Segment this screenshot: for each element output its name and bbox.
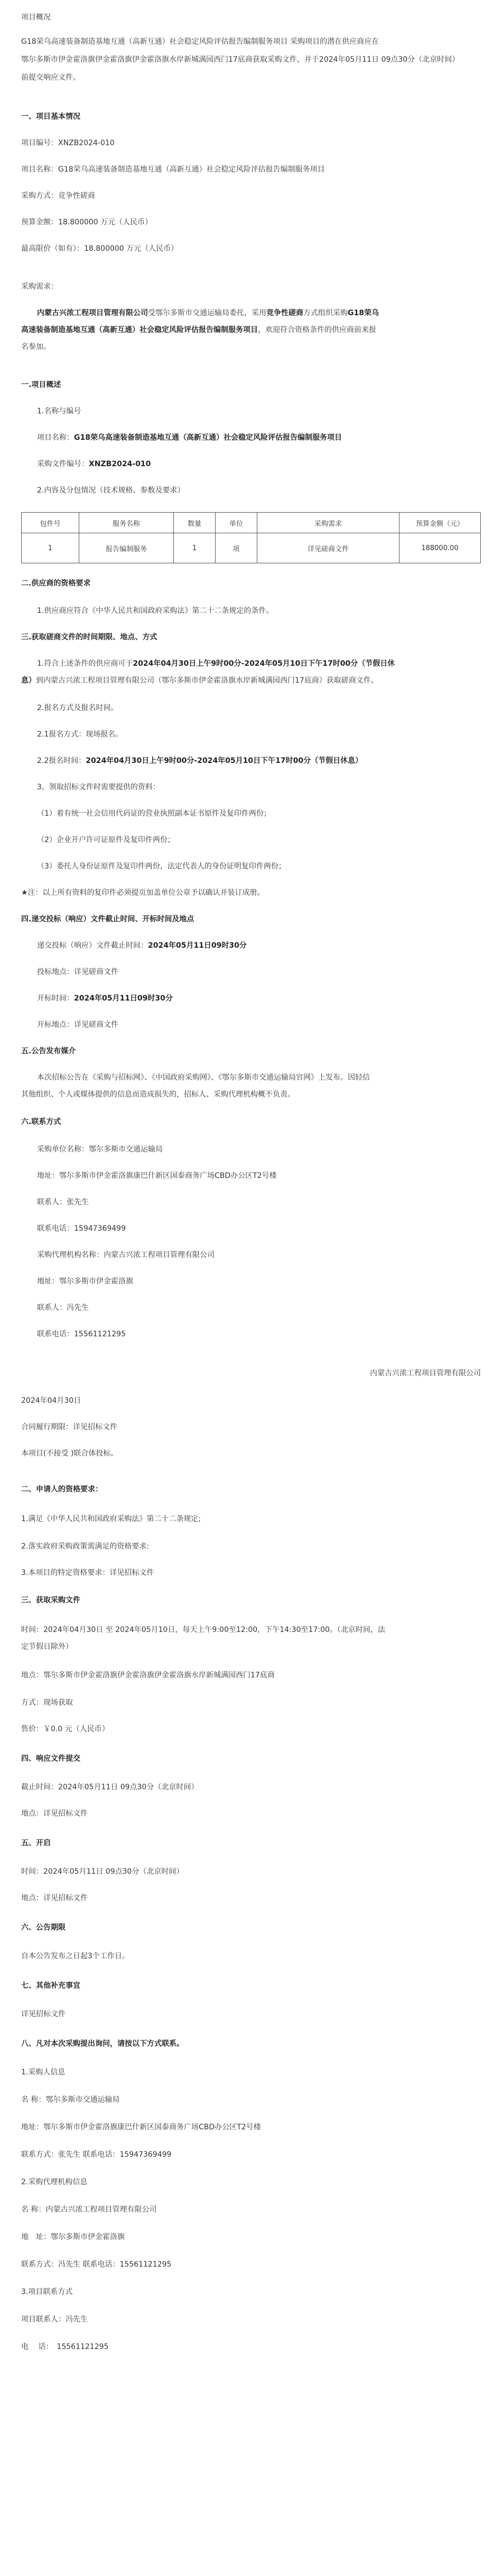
opening-time-2: 时间：2024年05月11日 09点30分（北京时间） xyxy=(21,1867,184,1876)
submission-place: 投标地点：详见磋商文件 xyxy=(37,968,118,976)
purchaser-info-name: 名 称：鄂尔多斯市交通运输局 xyxy=(21,2096,120,2104)
intro-line-2: 高速装备制造基地互通（高新互通）社会稳定风险评估报告编制服务项目，欢迎符合资格条件的供应商前来报 xyxy=(21,326,376,334)
notice-period-text: 自本公告发布之日起3个工作日。 xyxy=(21,1952,129,1960)
package-table xyxy=(21,512,481,563)
purchaser-info-address: 地址：鄂尔多斯市伊金霍洛旗康巴什新区国泰商务广场CBD办公区T2号楼 xyxy=(21,2123,261,2131)
notice-period-heading: 六、公告期限 xyxy=(21,1923,66,1932)
table-row xyxy=(22,533,481,563)
agent-address: 地址：鄂尔多斯市伊金霍洛旗 xyxy=(37,1277,133,1286)
consortium-note: 本项目(不接受 )联合体投标。 xyxy=(21,1449,118,1458)
purchaser-contact: 联系人：张先生 xyxy=(37,1198,89,1206)
signature-company: 内蒙古兴浓工程项目管理有限公司 xyxy=(370,1369,481,1377)
applicant-qualification-2: 2.落实政府采购政策需满足的资格要求: xyxy=(21,1542,150,1551)
other-matters-text: 详见招标文件 xyxy=(21,2010,66,2018)
overview-label: 项目概况 xyxy=(21,13,51,22)
intro-line-3: 名参加。 xyxy=(21,343,51,351)
materials-note: ★注：以上所有资料的复印件必须提页加盖单位公章予以确认并装订成册。 xyxy=(21,889,265,897)
purchaser-address: 地址：鄂尔多斯市伊金霍洛旗康巴什新区国泰商务广场CBD办公区T2号楼 xyxy=(37,1172,277,1180)
table-cell: 项 xyxy=(216,533,257,563)
max-price: 最高限价（如有）：18.800000 万元（人民币） xyxy=(21,244,179,253)
get-docs-time-1: 时间：2024年04月30日 至 2024年05月10日，每天上午9:00至12:00，下午14:30至17:00。（北京时间，法 xyxy=(21,1626,385,1634)
table-header: 预算金额（元） xyxy=(399,513,481,533)
applicant-qualification-3: 3.本项目的特定资格要求：详见招标文件 xyxy=(21,1569,154,1577)
project-overview-heading: 一.项目概述 xyxy=(21,381,61,389)
registration-method-label: 2.报名方式及报名时间。 xyxy=(37,704,118,712)
table-cell: 报告编制服务 xyxy=(79,533,174,563)
response-deadline: 截止时间：2024年05月11日 09点30分（北京时间） xyxy=(21,1783,199,1791)
table-header: 单位 xyxy=(216,513,257,533)
agent-contact: 联系人：冯先生 xyxy=(37,1304,89,1312)
opening-time: 开标时间：2024年05月11日09时30分 xyxy=(37,994,173,1003)
submission-deadline: 递交投标（响应）文件截止时间：2024年05月11日09时30分 xyxy=(37,941,247,950)
purchaser-info-contact: 联系方式：张先生 联系电话：15947369499 xyxy=(21,2150,172,2159)
table-cell: 1 xyxy=(22,533,79,563)
agent-phone: 联系电话：15561121295 xyxy=(37,1330,126,1338)
response-place: 地点：详见招标文件 xyxy=(21,1809,88,1818)
obtain-docs-heading: 三.获取磋商文件的时间期限、地点、方式 xyxy=(21,633,157,641)
overview-line-1: G18荣乌高速装备制造基地互通（高新互通）社会稳定风险评估报告编制服务项目 采购项目的潜在供应商应在 xyxy=(21,37,379,46)
project-contact-phone: 电 话： 15561121295 xyxy=(21,2343,109,2351)
overview-line-2: 鄂尔多斯市伊金霍洛旗伊金霍洛旗伊金霍洛旗水岸新城满园西门17底商获取采购文件，并于2024年05月11日 09点30分（北京时间） xyxy=(21,55,460,64)
purchaser-name: 采购单位名称：鄂尔多斯市交通运输局 xyxy=(37,1145,163,1154)
applicant-qualification-heading: 二、申请人的资格要求： xyxy=(21,1485,103,1494)
agent-name: 采购代理机构名称：内蒙古兴浓工程项目管理有限公司 xyxy=(37,1251,215,1259)
table-header-row xyxy=(22,513,481,533)
agent-info-contact: 联系方式：冯先生 联系电话：15561121295 xyxy=(21,2260,172,2269)
signature-date: 2024年04月30日 xyxy=(21,1396,81,1405)
get-docs-heading: 三、获取采购文件 xyxy=(21,1596,80,1605)
table-header: 服务名称 xyxy=(79,513,174,533)
project-code: 项目编号：XNZB2024-010 xyxy=(21,139,115,147)
agent-info-address: 地 址：鄂尔多斯市伊金霍洛旗 xyxy=(21,2233,125,2241)
publish-media-heading: 五.公告发布媒介 xyxy=(21,1047,76,1055)
agent-info-name: 名 称：内蒙古兴浓工程项目管理有限公司 xyxy=(21,2205,157,2214)
project-name: 项目名称：G18荣乌高速装备制造基地互通（高新互通）社会稳定风险评估报告编制服务项目 xyxy=(21,165,325,174)
contact-heading: 六.联系方式 xyxy=(21,1118,61,1126)
overview-line-3: 前提交响应文件。 xyxy=(21,73,80,82)
opening-place: 开标地点：详见磋商文件 xyxy=(37,1021,118,1029)
get-docs-place: 地点：鄂尔多斯市伊金霍洛旗伊金霍洛旗伊金霍洛旗水岸新城满园西门17底商 xyxy=(21,1671,275,1679)
inquiry-heading: 八、凡对本次采购提出询问，请按以下方式联系。 xyxy=(21,2040,184,2048)
content-packages-label: 2.内容及分包情况（技术规格、参数及要求） xyxy=(37,486,185,495)
registration-method: 2.1报名方式：现场报名。 xyxy=(37,730,123,739)
name-and-code-label: 1.名称与编号 xyxy=(37,407,81,416)
purchaser-info-label: 1.采购人信息 xyxy=(21,2068,66,2077)
opening-heading: 五、开启 xyxy=(21,1839,51,1847)
supplier-qualification-heading: 二.供应商的资格要求 xyxy=(21,579,91,588)
table-cell: 1 xyxy=(174,533,216,563)
publish-media-line-1: 本次招标公告在《采购与招标网》、《中国政府采购网》、《鄂尔多斯市交通运输局官网》上发布。因轻信 xyxy=(37,1073,370,1082)
get-docs-time-2: 定节假日除外） xyxy=(21,1643,73,1651)
supplier-qualification-1: 1.供应商应符合《中华人民共和国政府采购法》第二十二条规定的条件。 xyxy=(37,607,274,615)
required-material-3: （3）委托人身份证原件及复印件两份，法定代表人的身份证明复印件两份； xyxy=(37,862,286,871)
project-contact-label: 3.项目联系方式 xyxy=(21,2288,73,2296)
intro-line-1: 内蒙古兴浓工程项目管理有限公司受鄂尔多斯市交通运输局委托，采用竞争性磋商方式组织采购G18荣乌 xyxy=(37,309,379,317)
table-header: 数量 xyxy=(174,513,216,533)
publish-media-line-2: 其他组织、个人或媒体提供的信息而造成损失的，招标人、采购代理机构概不负责。 xyxy=(21,1090,295,1099)
table-cell: 188000.00 xyxy=(399,533,481,563)
submission-heading: 四.递交投标（响应）文件截止时间、开标时间及地点 xyxy=(21,915,194,923)
purchaser-phone: 联系电话：15947369499 xyxy=(37,1224,126,1233)
other-matters-heading: 七、其他补充事宜 xyxy=(21,1981,80,1990)
get-docs-method: 方式：现场获取 xyxy=(21,1699,73,1707)
budget-amount: 预算金额：18.800000 万元（人民币） xyxy=(21,218,153,227)
project-contact-person: 项目联系人：冯先生 xyxy=(21,2315,88,2324)
table-cell: 详见磋商文件 xyxy=(257,533,399,563)
overview-project-name: 项目名称：G18荣乌高速装备制造基地互通（高新互通）社会稳定风险评估报告编制服务项目 xyxy=(37,433,342,442)
basic-info-heading: 一、项目基本情况 xyxy=(21,112,80,121)
purchase-method: 采购方式：竞争性磋商 xyxy=(21,192,95,200)
applicant-qualification-1: 1.满足《中华人民共和国政府采购法》第二十二条规定; xyxy=(21,1515,201,1523)
overview-doc-code: 采购文件编号：XNZB2024-010 xyxy=(37,460,151,468)
contract-period: 合同履行期限：详见招标文件 xyxy=(21,1423,117,1431)
response-submit-heading: 四、响应文件提交 xyxy=(21,1754,80,1763)
required-material-1: （1）着有统一社会信用代码证的营业执照副本证书原件及复印件两份； xyxy=(37,809,271,818)
registration-time: 2.2报名时间：2024年04月30日上午9时00分-2024年05月10日下午17时00分（节假日休息） xyxy=(37,757,363,765)
table-header: 包件号 xyxy=(22,513,79,533)
required-material-2: （2）企业开户许可证原件及复印件两份； xyxy=(37,836,175,844)
get-docs-price: 售价：￥0.0 元（人民币） xyxy=(21,1725,109,1733)
agent-info-label: 2.采购代理机构信息 xyxy=(21,2178,88,2186)
obtain-docs-line-1: 1.符合上述条件的供应商可于2024年04月30日上午9时00分-2024年05月10日下午17时00分（节假日休 xyxy=(37,659,395,668)
obtain-docs-line-2: 息）到内蒙古兴浓工程项目管理有限公司（鄂尔多斯市伊金霍洛旗水岸新城满园西门17底商）获取磋商文件。 xyxy=(21,676,378,685)
opening-place-2: 地点：详见招标文件 xyxy=(21,1894,88,1902)
requirement-label: 采购需求： xyxy=(21,282,58,291)
required-materials-label: 3、领取招标文件时需要提供的资料： xyxy=(37,783,160,791)
table-header: 采购需求 xyxy=(257,513,399,533)
